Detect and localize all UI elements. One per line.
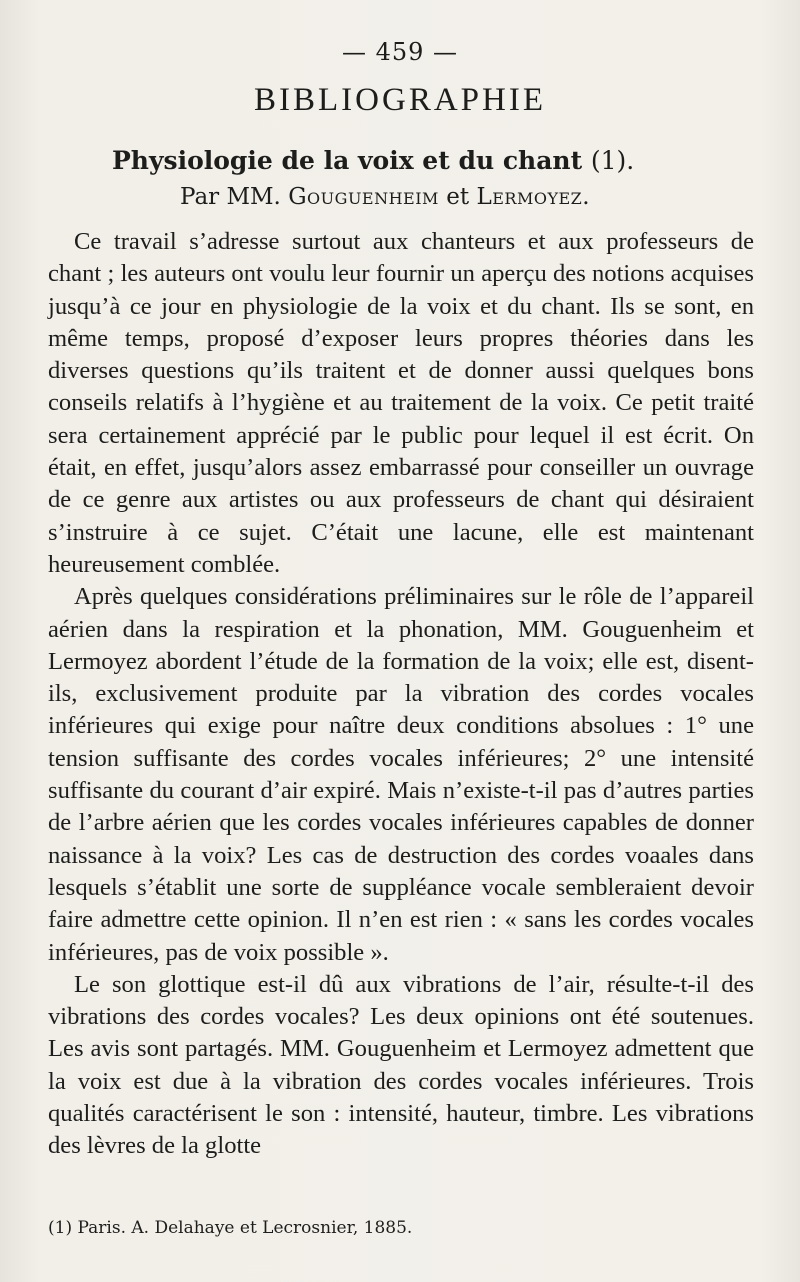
- footnote: (1) Paris. A. Delahaye et Lecrosnier, 1885.: [48, 1218, 413, 1238]
- footnote-marker: (1).: [590, 146, 635, 175]
- article-title-text: Physiologie de la voix et du chant: [112, 146, 583, 175]
- author-name: Lermoyez.: [476, 184, 591, 210]
- page-number: — 459 —: [341, 38, 459, 66]
- byline-prefix: Par MM.: [180, 184, 281, 210]
- byline: [180, 184, 590, 210]
- section-heading: BIBLIOGRAPHIE: [254, 82, 546, 118]
- paragraph: Le son glottique est-il dû aux vibrations de l’air, résulte-t-il des vibrations des cordes vocales? Les deux opinions ont été soutenues. Les avis sont partagés. MM. Gouguenheim et Lermoyez admettent que la voix est due à la vibration des cordes vocales inférieures. Trois qualités caractérisent le son : intensité, hauteur, timbre. Les vibrations des lèvres de la glotte: [48, 970, 754, 1160]
- article-title: [112, 146, 634, 175]
- paragraph: Après quelques considérations préliminaires sur le rôle de l’appareil aérien dans la respiration et la phonation, MM. Gouguenheim et Lermoyez abordent l’étude de la formation de la voix; elle est, disent-ils, exclusivement produite par la vibration des cordes vocales inférieures qui exige pour naître deux conditions absolues : 1° une tension suffisante des cordes vocales inférieures; 2° une intensité suffisante du courant d’air expiré. Mais n’existe-t-il pas d’autres parties de l’arbre aérien que les cordes vocales inférieures capables de donner naissance à la voix? Les cas de destruction des cordes voaales dans lesquels s’établit une sorte de suppléance vocale sembleraient devoir faire admettre cette opinion. Il n’en est rien : « sans les cordes vocales inférieures, pas de voix possible ».: [48, 583, 754, 966]
- paragraph: Ce travail s’adresse surtout aux chanteurs et aux professeurs de chant ; les auteurs ont voulu leur fournir un aperçu des notions acquises jusqu’à ce jour en physiologie de la voix et du chant. Ils se sont, en même temps, proposé d’exposer leurs propres théories dans les diverses questions qu’ils traitent et de donner aussi quelques bons conseils relatifs à l’hygiène et au traitement de la voix. Ce petit traité sera certainement apprécié par le public pour lequel il est écrit. On était, en effet, jusqu’alors assez embarrassé pour conseiller un ouvrage de ce genre aux artistes ou aux professeurs de chant qui désiraient s’instruire à ce sujet. C’était une lacune, elle est maintenant heureusement comblée.: [48, 228, 754, 578]
- byline-conjunction: et: [446, 184, 470, 210]
- author-name: Gouguenheim: [288, 184, 439, 210]
- body-text: [48, 226, 754, 1163]
